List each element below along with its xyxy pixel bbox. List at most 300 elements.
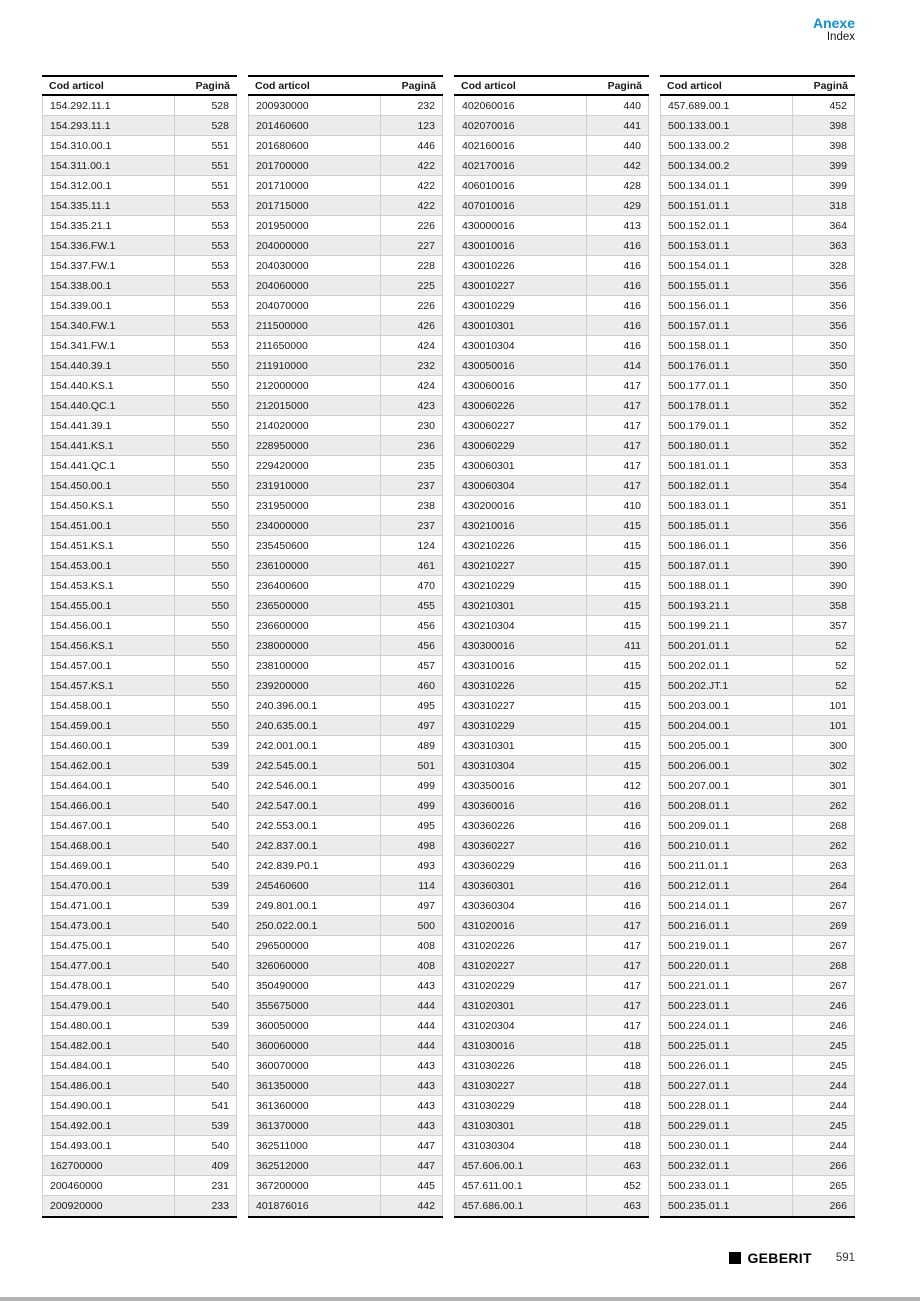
table-row (248, 296, 443, 316)
article-code: 430360229 (462, 859, 515, 872)
page-ref: 123 (380, 116, 442, 135)
table-row (454, 996, 649, 1016)
page-ref: 442 (586, 156, 648, 175)
page-column-header: Pagină (195, 79, 230, 92)
table-row (248, 376, 443, 396)
table-row (454, 856, 649, 876)
table-row (248, 796, 443, 816)
page-ref: 233 (174, 1196, 236, 1216)
table-row (248, 196, 443, 216)
page-ref: 499 (380, 776, 442, 795)
table-row (660, 976, 855, 996)
page-ref: 416 (586, 856, 648, 875)
article-code: 154.477.00.1 (50, 959, 112, 972)
page-ref: 461 (380, 556, 442, 575)
table-row (454, 136, 649, 156)
page-ref: 415 (586, 576, 648, 595)
page-ref: 540 (174, 1036, 236, 1055)
article-code: 500.209.01.1 (668, 819, 730, 832)
article-code: 500.227.01.1 (668, 1079, 730, 1092)
page-ref: 456 (380, 616, 442, 635)
table-row (454, 1196, 649, 1216)
article-code: 211500000 (256, 319, 308, 332)
table-row (660, 496, 855, 516)
page-ref: 418 (586, 1056, 648, 1075)
table-row (660, 256, 855, 276)
table-row (42, 336, 237, 356)
table-row (660, 516, 855, 536)
page-ref: 416 (586, 316, 648, 335)
table-row (660, 196, 855, 216)
article-code: 154.451.00.1 (50, 519, 112, 532)
page-ref: 423 (380, 396, 442, 415)
page-ref: 429 (586, 196, 648, 215)
article-code: 430360226 (462, 819, 515, 832)
table-row (42, 196, 237, 216)
table-row (42, 1136, 237, 1156)
article-code: 211910000 (256, 359, 308, 372)
table-row (660, 1096, 855, 1116)
page-ref: 264 (792, 876, 854, 895)
page-ref: 416 (586, 836, 648, 855)
page-ref: 417 (586, 376, 648, 395)
article-code: 154.441.KS.1 (50, 439, 114, 452)
index-tables (42, 75, 855, 1218)
article-code: 500.158.01.1 (668, 339, 730, 352)
table-row (248, 856, 443, 876)
article-code: 430360304 (462, 899, 515, 912)
table-row (42, 956, 237, 976)
table-row (248, 536, 443, 556)
table-row (454, 376, 649, 396)
page-ref: 550 (174, 636, 236, 655)
table-row (660, 1156, 855, 1176)
page-ref: 501 (380, 756, 442, 775)
page-ref: 553 (174, 236, 236, 255)
table-header (454, 75, 649, 96)
article-code: 240.396.00.1 (256, 699, 318, 712)
page-ref: 410 (586, 496, 648, 515)
table-row (454, 276, 649, 296)
article-code: 231910000 (256, 479, 309, 492)
table-row (42, 256, 237, 276)
table-row (42, 776, 237, 796)
table-row (454, 176, 649, 196)
page-ref: 415 (586, 616, 648, 635)
article-code: 154.492.00.1 (50, 1119, 112, 1132)
table-row (42, 456, 237, 476)
page-ref: 553 (174, 316, 236, 335)
table-row (248, 356, 443, 376)
table-row (248, 676, 443, 696)
table-row (454, 796, 649, 816)
page-ref: 440 (586, 96, 648, 115)
table-row (454, 696, 649, 716)
page-ref: 350 (792, 356, 854, 375)
table-row (454, 676, 649, 696)
page-ref: 447 (380, 1136, 442, 1155)
table-row (248, 396, 443, 416)
table-row (454, 876, 649, 896)
page-ref: 408 (380, 936, 442, 955)
article-code: 154.471.00.1 (50, 899, 112, 912)
table-row (454, 916, 649, 936)
article-code: 231950000 (256, 499, 309, 512)
table-row (660, 816, 855, 836)
article-code: 500.186.01.1 (668, 539, 730, 552)
table-row (42, 396, 237, 416)
table-row (454, 716, 649, 736)
table-row (248, 1096, 443, 1116)
table-row (248, 456, 443, 476)
table-row (454, 936, 649, 956)
table-row (248, 336, 443, 356)
page-ref: 540 (174, 936, 236, 955)
article-code: 500.226.01.1 (668, 1059, 730, 1072)
page-ref: 246 (792, 996, 854, 1015)
page-ref: 225 (380, 276, 442, 295)
table-row (248, 316, 443, 336)
page-ref: 390 (792, 556, 854, 575)
table-row (42, 916, 237, 936)
article-code: 154.450.00.1 (50, 479, 112, 492)
article-code: 500.205.00.1 (668, 739, 730, 752)
article-code: 430210016 (462, 519, 515, 532)
page-ref: 550 (174, 596, 236, 615)
table-row (248, 656, 443, 676)
page-ref: 550 (174, 396, 236, 415)
article-code: 457.611.00.1 (462, 1179, 523, 1192)
article-code: 228950000 (256, 439, 309, 452)
page-ref: 416 (586, 236, 648, 255)
page-ref: 266 (792, 1196, 854, 1216)
table-row (248, 896, 443, 916)
table-row (248, 1076, 443, 1096)
page-ref: 268 (792, 816, 854, 835)
table-row (248, 1016, 443, 1036)
article-code: 154.456.KS.1 (50, 639, 114, 652)
table-row (660, 316, 855, 336)
table-row (454, 336, 649, 356)
page-ref: 262 (792, 836, 854, 855)
article-code: 236600000 (256, 619, 309, 632)
table-row (454, 1176, 649, 1196)
table-row (42, 796, 237, 816)
page-ref: 417 (586, 1016, 648, 1035)
table-row (42, 1156, 237, 1176)
article-code: 154.337.FW.1 (50, 259, 116, 272)
table-row (248, 876, 443, 896)
table-row (42, 996, 237, 1016)
table-row (454, 476, 649, 496)
page-ref: 446 (380, 136, 442, 155)
page-ref: 399 (792, 156, 854, 175)
page-ref: 422 (380, 156, 442, 175)
page-ref: 441 (586, 116, 648, 135)
table-row (42, 576, 237, 596)
article-code: 154.440.QC.1 (50, 399, 116, 412)
table-row (660, 1036, 855, 1056)
page-ref: 540 (174, 816, 236, 835)
page-ref: 553 (174, 216, 236, 235)
table-row (454, 196, 649, 216)
article-code: 431030016 (462, 1039, 515, 1052)
article-code: 201950000 (256, 219, 309, 232)
article-code: 457.689.00.1 (668, 99, 730, 112)
table-row (42, 156, 237, 176)
article-code: 211650000 (256, 339, 308, 352)
page-ref: 499 (380, 796, 442, 815)
page-ref: 356 (792, 536, 854, 555)
table-header (42, 75, 237, 96)
article-code: 326060000 (256, 959, 309, 972)
page-ref: 443 (380, 1116, 442, 1135)
page-ref: 354 (792, 476, 854, 495)
table-row (42, 356, 237, 376)
page-ref: 351 (792, 496, 854, 515)
article-code: 154.310.00.1 (50, 139, 112, 152)
article-code: 500.232.01.1 (668, 1159, 730, 1172)
page-ref: 52 (792, 636, 854, 655)
page-ref: 498 (380, 836, 442, 855)
article-code: 430060227 (462, 419, 515, 432)
article-code: 154.460.00.1 (50, 739, 112, 752)
table-row (42, 1056, 237, 1076)
article-code: 500.188.01.1 (668, 579, 730, 592)
article-code: 204030000 (256, 259, 309, 272)
table-row (248, 616, 443, 636)
page-ref: 263 (792, 856, 854, 875)
article-code: 430010016 (462, 239, 515, 252)
table-row (42, 476, 237, 496)
table-row (454, 1096, 649, 1116)
page-ref: 236 (380, 436, 442, 455)
article-code: 430010226 (462, 259, 515, 272)
code-column-header: Cod articol (255, 79, 310, 92)
page-ref: 417 (586, 396, 648, 415)
article-code: 500.183.01.1 (668, 499, 730, 512)
article-code: 431030227 (462, 1079, 515, 1092)
article-code: 500.178.01.1 (668, 399, 730, 412)
page-ref: 244 (792, 1136, 854, 1155)
table-row (660, 376, 855, 396)
page-ref: 415 (586, 596, 648, 615)
article-code: 430060226 (462, 399, 515, 412)
table-row (248, 176, 443, 196)
article-code: 242.837.00.1 (256, 839, 318, 852)
page-ref: 416 (586, 816, 648, 835)
article-code: 431020304 (462, 1019, 515, 1032)
article-code: 430210301 (462, 599, 515, 612)
page-ref: 550 (174, 576, 236, 595)
geberit-logo-icon (729, 1252, 741, 1264)
table-row (660, 916, 855, 936)
article-code: 430360227 (462, 839, 515, 852)
article-code: 430060016 (462, 379, 515, 392)
table-row (454, 1036, 649, 1056)
page-ref: 267 (792, 976, 854, 995)
article-code: 154.440.39.1 (50, 359, 112, 372)
article-code: 229420000 (256, 459, 309, 472)
page-ref: 457 (380, 656, 442, 675)
article-code: 431020301 (462, 999, 515, 1012)
table-row (42, 436, 237, 456)
page-subtitle: Index (826, 31, 855, 44)
table-row (42, 116, 237, 136)
table-row (248, 256, 443, 276)
table-row (42, 816, 237, 836)
article-code: 430050016 (462, 359, 515, 372)
page-ref: 418 (586, 1076, 648, 1095)
article-code: 430010229 (462, 299, 515, 312)
article-code: 430310304 (462, 759, 515, 772)
page-column-header: Pagină (401, 79, 436, 92)
page-ref: 358 (792, 596, 854, 615)
article-code: 154.341.FW.1 (50, 339, 116, 352)
table-row (454, 356, 649, 376)
page-ref: 418 (586, 1036, 648, 1055)
table-row (660, 776, 855, 796)
page-ref: 550 (174, 556, 236, 575)
table-row (454, 316, 649, 336)
article-code: 154.470.00.1 (50, 879, 112, 892)
article-code: 500.201.01.1 (668, 639, 730, 652)
article-code: 162700000 (50, 1159, 103, 1172)
page-ref: 452 (586, 1176, 648, 1195)
page-ref: 418 (586, 1116, 648, 1135)
table-row (42, 176, 237, 196)
page-ref: 540 (174, 916, 236, 935)
page-header (813, 15, 855, 45)
table-row (248, 596, 443, 616)
table-row (660, 436, 855, 456)
article-code: 154.339.00.1 (50, 299, 112, 312)
page-ref: 245 (792, 1116, 854, 1135)
article-code: 242.001.00.1 (256, 739, 318, 752)
article-code: 361370000 (256, 1119, 309, 1132)
table-row (660, 296, 855, 316)
table-row (42, 936, 237, 956)
page-ref: 553 (174, 276, 236, 295)
article-code: 154.457.00.1 (50, 659, 112, 672)
table-row (660, 476, 855, 496)
article-code: 355675000 (256, 999, 309, 1012)
page-ref: 456 (380, 636, 442, 655)
table-row (248, 1196, 443, 1216)
page-ref: 539 (174, 896, 236, 915)
page-ref: 413 (586, 216, 648, 235)
table-row (248, 776, 443, 796)
page-ref: 364 (792, 216, 854, 235)
page-ref: 550 (174, 536, 236, 555)
table-row (42, 1076, 237, 1096)
code-column-header: Cod articol (461, 79, 516, 92)
article-code: 500.210.01.1 (668, 839, 730, 852)
page-ref: 444 (380, 1016, 442, 1035)
table-row (454, 576, 649, 596)
article-code: 245460600 (256, 879, 309, 892)
page-ref: 463 (586, 1196, 648, 1216)
page-ref: 416 (586, 296, 648, 315)
page-column-header: Pagină (813, 79, 848, 92)
article-code: 500.203.00.1 (668, 699, 730, 712)
page-ref: 244 (792, 1076, 854, 1095)
page-ref: 226 (380, 296, 442, 315)
article-code: 500.179.01.1 (668, 419, 730, 432)
table-row (248, 716, 443, 736)
page-ref: 356 (792, 316, 854, 335)
page-title: Anexe (812, 15, 855, 31)
table-row (660, 96, 855, 116)
article-code: 500.134.01.1 (668, 179, 730, 192)
page-ref: 350 (792, 336, 854, 355)
page-ref: 540 (174, 1056, 236, 1075)
article-code: 500.154.01.1 (668, 259, 730, 272)
table-row (248, 1036, 443, 1056)
article-code: 430060229 (462, 439, 515, 452)
article-code: 500.134.00.2 (668, 159, 730, 172)
table-row (42, 596, 237, 616)
article-code: 204070000 (256, 299, 309, 312)
page-ref: 539 (174, 1016, 236, 1035)
table-row (42, 1036, 237, 1056)
article-code: 201460600 (256, 119, 309, 132)
table-row (42, 716, 237, 736)
table-row (660, 836, 855, 856)
page-ref: 101 (792, 696, 854, 715)
page-ref: 415 (586, 716, 648, 735)
table-row (660, 756, 855, 776)
table-row (660, 236, 855, 256)
article-code: 500.193.21.1 (668, 599, 730, 612)
page-ref: 417 (586, 936, 648, 955)
page-ref: 416 (586, 336, 648, 355)
page-ref: 363 (792, 236, 854, 255)
page-ref: 52 (792, 676, 854, 695)
table-row (660, 736, 855, 756)
article-code: 457.606.00.1 (462, 1159, 524, 1172)
table-row (248, 276, 443, 296)
article-code: 242.546.00.1 (256, 779, 318, 792)
page-ref: 245 (792, 1056, 854, 1075)
page-ref: 550 (174, 456, 236, 475)
page-ref: 227 (380, 236, 442, 255)
article-code: 154.462.00.1 (50, 759, 112, 772)
article-code: 154.455.00.1 (50, 599, 112, 612)
table-row (660, 216, 855, 236)
page-ref: 356 (792, 276, 854, 295)
page-ref: 352 (792, 416, 854, 435)
table-row (248, 496, 443, 516)
table-row (248, 556, 443, 576)
table-row (660, 1136, 855, 1156)
page-ref: 424 (380, 336, 442, 355)
page-ref: 318 (792, 196, 854, 215)
table-row (42, 696, 237, 716)
table-row (248, 736, 443, 756)
page-ref: 300 (792, 736, 854, 755)
table-row (660, 416, 855, 436)
table-row (454, 516, 649, 536)
table-row (454, 456, 649, 476)
page-ref: 415 (586, 536, 648, 555)
table-row (454, 416, 649, 436)
table-row (42, 976, 237, 996)
table-row (454, 536, 649, 556)
page-ref: 417 (586, 956, 648, 975)
table-row (248, 96, 443, 116)
article-code: 431030304 (462, 1139, 515, 1152)
